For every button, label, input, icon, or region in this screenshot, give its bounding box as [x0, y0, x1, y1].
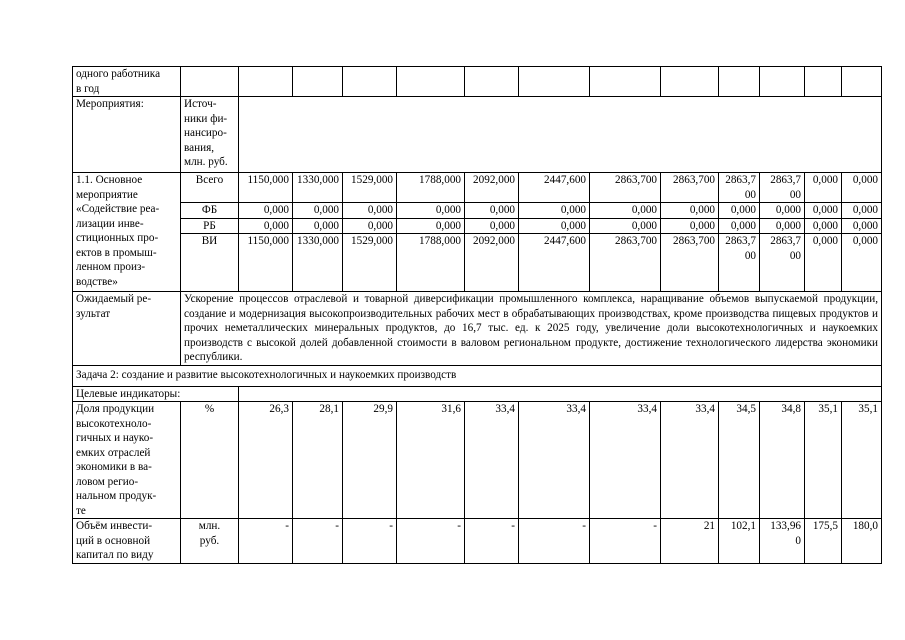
value-cell: 2092,000 — [465, 173, 519, 203]
value-cell: 1529,000 — [343, 234, 397, 292]
value-cell: 0,000 — [760, 218, 805, 234]
value-cell: 2092,000 — [465, 234, 519, 292]
value-cell: - — [343, 519, 397, 564]
value-cell: 0,000 — [293, 218, 343, 234]
table-row — [73, 97, 882, 173]
expected-result-label: Ожидаемый ре- зультат — [73, 292, 181, 366]
value-cell: 0,000 — [397, 218, 465, 234]
financing-source: ФБ — [181, 203, 239, 219]
financing-source: ВИ — [181, 234, 239, 292]
value-cell: 2447,600 — [519, 173, 590, 203]
value-cell: 0,000 — [842, 203, 882, 219]
value-cell: 26,3 — [239, 402, 293, 519]
value-cell: 2863,700 — [590, 234, 661, 292]
table-row — [73, 203, 882, 219]
value-cell: - — [239, 519, 293, 564]
value-cell: 2863,7 00 — [760, 234, 805, 292]
value-cell: 2447,600 — [519, 234, 590, 292]
value-cell: 0,000 — [842, 173, 882, 203]
value-cell: 0,000 — [239, 218, 293, 234]
value-cell: 34,8 — [760, 402, 805, 519]
value-cell: 0,000 — [590, 218, 661, 234]
value-cell: 175,5 — [805, 519, 842, 564]
indicator-unit: % — [181, 402, 239, 519]
value-cell: 33,4 — [465, 402, 519, 519]
value-cell: 0,000 — [805, 203, 842, 219]
value-cell: 2863,7 00 — [719, 234, 760, 292]
financing-table — [72, 66, 882, 564]
value-cell: 33,4 — [661, 402, 719, 519]
financing-source: Всего — [181, 173, 239, 203]
value-cell: 0,000 — [239, 203, 293, 219]
value-cell: 0,000 — [293, 203, 343, 219]
value-cell: 0,000 — [465, 218, 519, 234]
measures-label: Мероприятия: — [73, 97, 181, 173]
value-cell: 0,000 — [805, 173, 842, 203]
value-cell: 1150,000 — [239, 173, 293, 203]
table-row — [73, 519, 882, 564]
value-cell: 0,000 — [590, 203, 661, 219]
value-cell: - — [519, 519, 590, 564]
value-cell: 34,5 — [719, 402, 760, 519]
value-cell: 1529,000 — [343, 173, 397, 203]
value-cell: 0,000 — [343, 218, 397, 234]
value-cell: 21 — [661, 519, 719, 564]
value-cell: 33,4 — [519, 402, 590, 519]
table-row — [73, 67, 882, 97]
value-cell: 0,000 — [805, 218, 842, 234]
indicator-unit: млн. руб. — [181, 519, 239, 564]
value-cell: 0,000 — [519, 218, 590, 234]
measure-title: 1.1. Основное мероприятие «Содействие реа- лизации инве- стиционных про- ектов в промыш- ленном произ- водстве» — [73, 173, 181, 292]
value-cell: 0,000 — [805, 234, 842, 292]
financing-source: РБ — [181, 218, 239, 234]
value-cell: 35,1 — [805, 402, 842, 519]
value-cell: 2863,7 00 — [760, 173, 805, 203]
task-heading: Задача 2: создание и развитие высокотехнологичных и наукоемких производств — [73, 365, 882, 386]
value-cell: - — [465, 519, 519, 564]
value-cell: 0,000 — [465, 203, 519, 219]
row-label: одного работника в год — [73, 67, 181, 97]
value-cell: 0,000 — [519, 203, 590, 219]
expected-result-text: Ускорение процессов отраслевой и товарной диверсификации промышленного комплекса, наращивание объемов выпускаемой продукции, создание и модернизация высокопроизводительных рабочих мест в обрабатывающих производствах, кроме производства пищевых продуктов и прочих неметаллических минеральных продуктов, до 16,7 тыс. ед. к 2025 году, увеличение доли высокотехнологичных и наукоемких производств с высокой долей добавленной стоимости в валовом региональном продукте, достижение технологического лидерства экономики республики. — [181, 292, 882, 366]
value-cell: 0,000 — [719, 203, 760, 219]
table-row — [73, 173, 882, 203]
value-cell: 1150,000 — [239, 234, 293, 292]
table-row — [73, 218, 882, 234]
indicator-label: Объём инвести- ций в основной капитал по виду — [73, 519, 181, 564]
value-cell: 102,1 — [719, 519, 760, 564]
table-row — [73, 365, 882, 386]
value-cell: 29,9 — [343, 402, 397, 519]
value-cell: 0,000 — [397, 203, 465, 219]
value-cell: - — [397, 519, 465, 564]
value-cell: - — [293, 519, 343, 564]
targets-heading: Целевые индикаторы: — [73, 386, 239, 402]
value-cell: 33,4 — [590, 402, 661, 519]
value-cell: 2863,700 — [661, 173, 719, 203]
value-cell: 35,1 — [842, 402, 882, 519]
value-cell: 1330,000 — [293, 173, 343, 203]
value-cell: 0,000 — [661, 218, 719, 234]
value-cell: 2863,7 00 — [719, 173, 760, 203]
value-cell: 0,000 — [842, 218, 882, 234]
table-row — [73, 386, 882, 402]
value-cell: 0,000 — [343, 203, 397, 219]
value-cell: 0,000 — [760, 203, 805, 219]
table-row — [73, 234, 882, 292]
value-cell: - — [590, 519, 661, 564]
value-cell: 1330,000 — [293, 234, 343, 292]
value-cell: 1788,000 — [397, 173, 465, 203]
value-cell: 0,000 — [719, 218, 760, 234]
value-cell: 2863,700 — [590, 173, 661, 203]
value-cell: 28,1 — [293, 402, 343, 519]
value-cell: 2863,700 — [661, 234, 719, 292]
value-cell: 31,6 — [397, 402, 465, 519]
value-cell: 0,000 — [661, 203, 719, 219]
value-cell: 133,96 0 — [760, 519, 805, 564]
value-cell: 1788,000 — [397, 234, 465, 292]
indicator-label: Доля продукции высокотехноло- гичных и науко- емких отраслей экономики в ва- ловом регио- нальном продук- те — [73, 402, 181, 519]
value-cell: 0,000 — [842, 234, 882, 292]
table-row — [73, 292, 882, 366]
table-row — [73, 402, 882, 519]
financing-source-label: Источ- ники фи- нансиро- вания, млн. руб. — [181, 97, 239, 173]
value-cell: 180,0 — [842, 519, 882, 564]
